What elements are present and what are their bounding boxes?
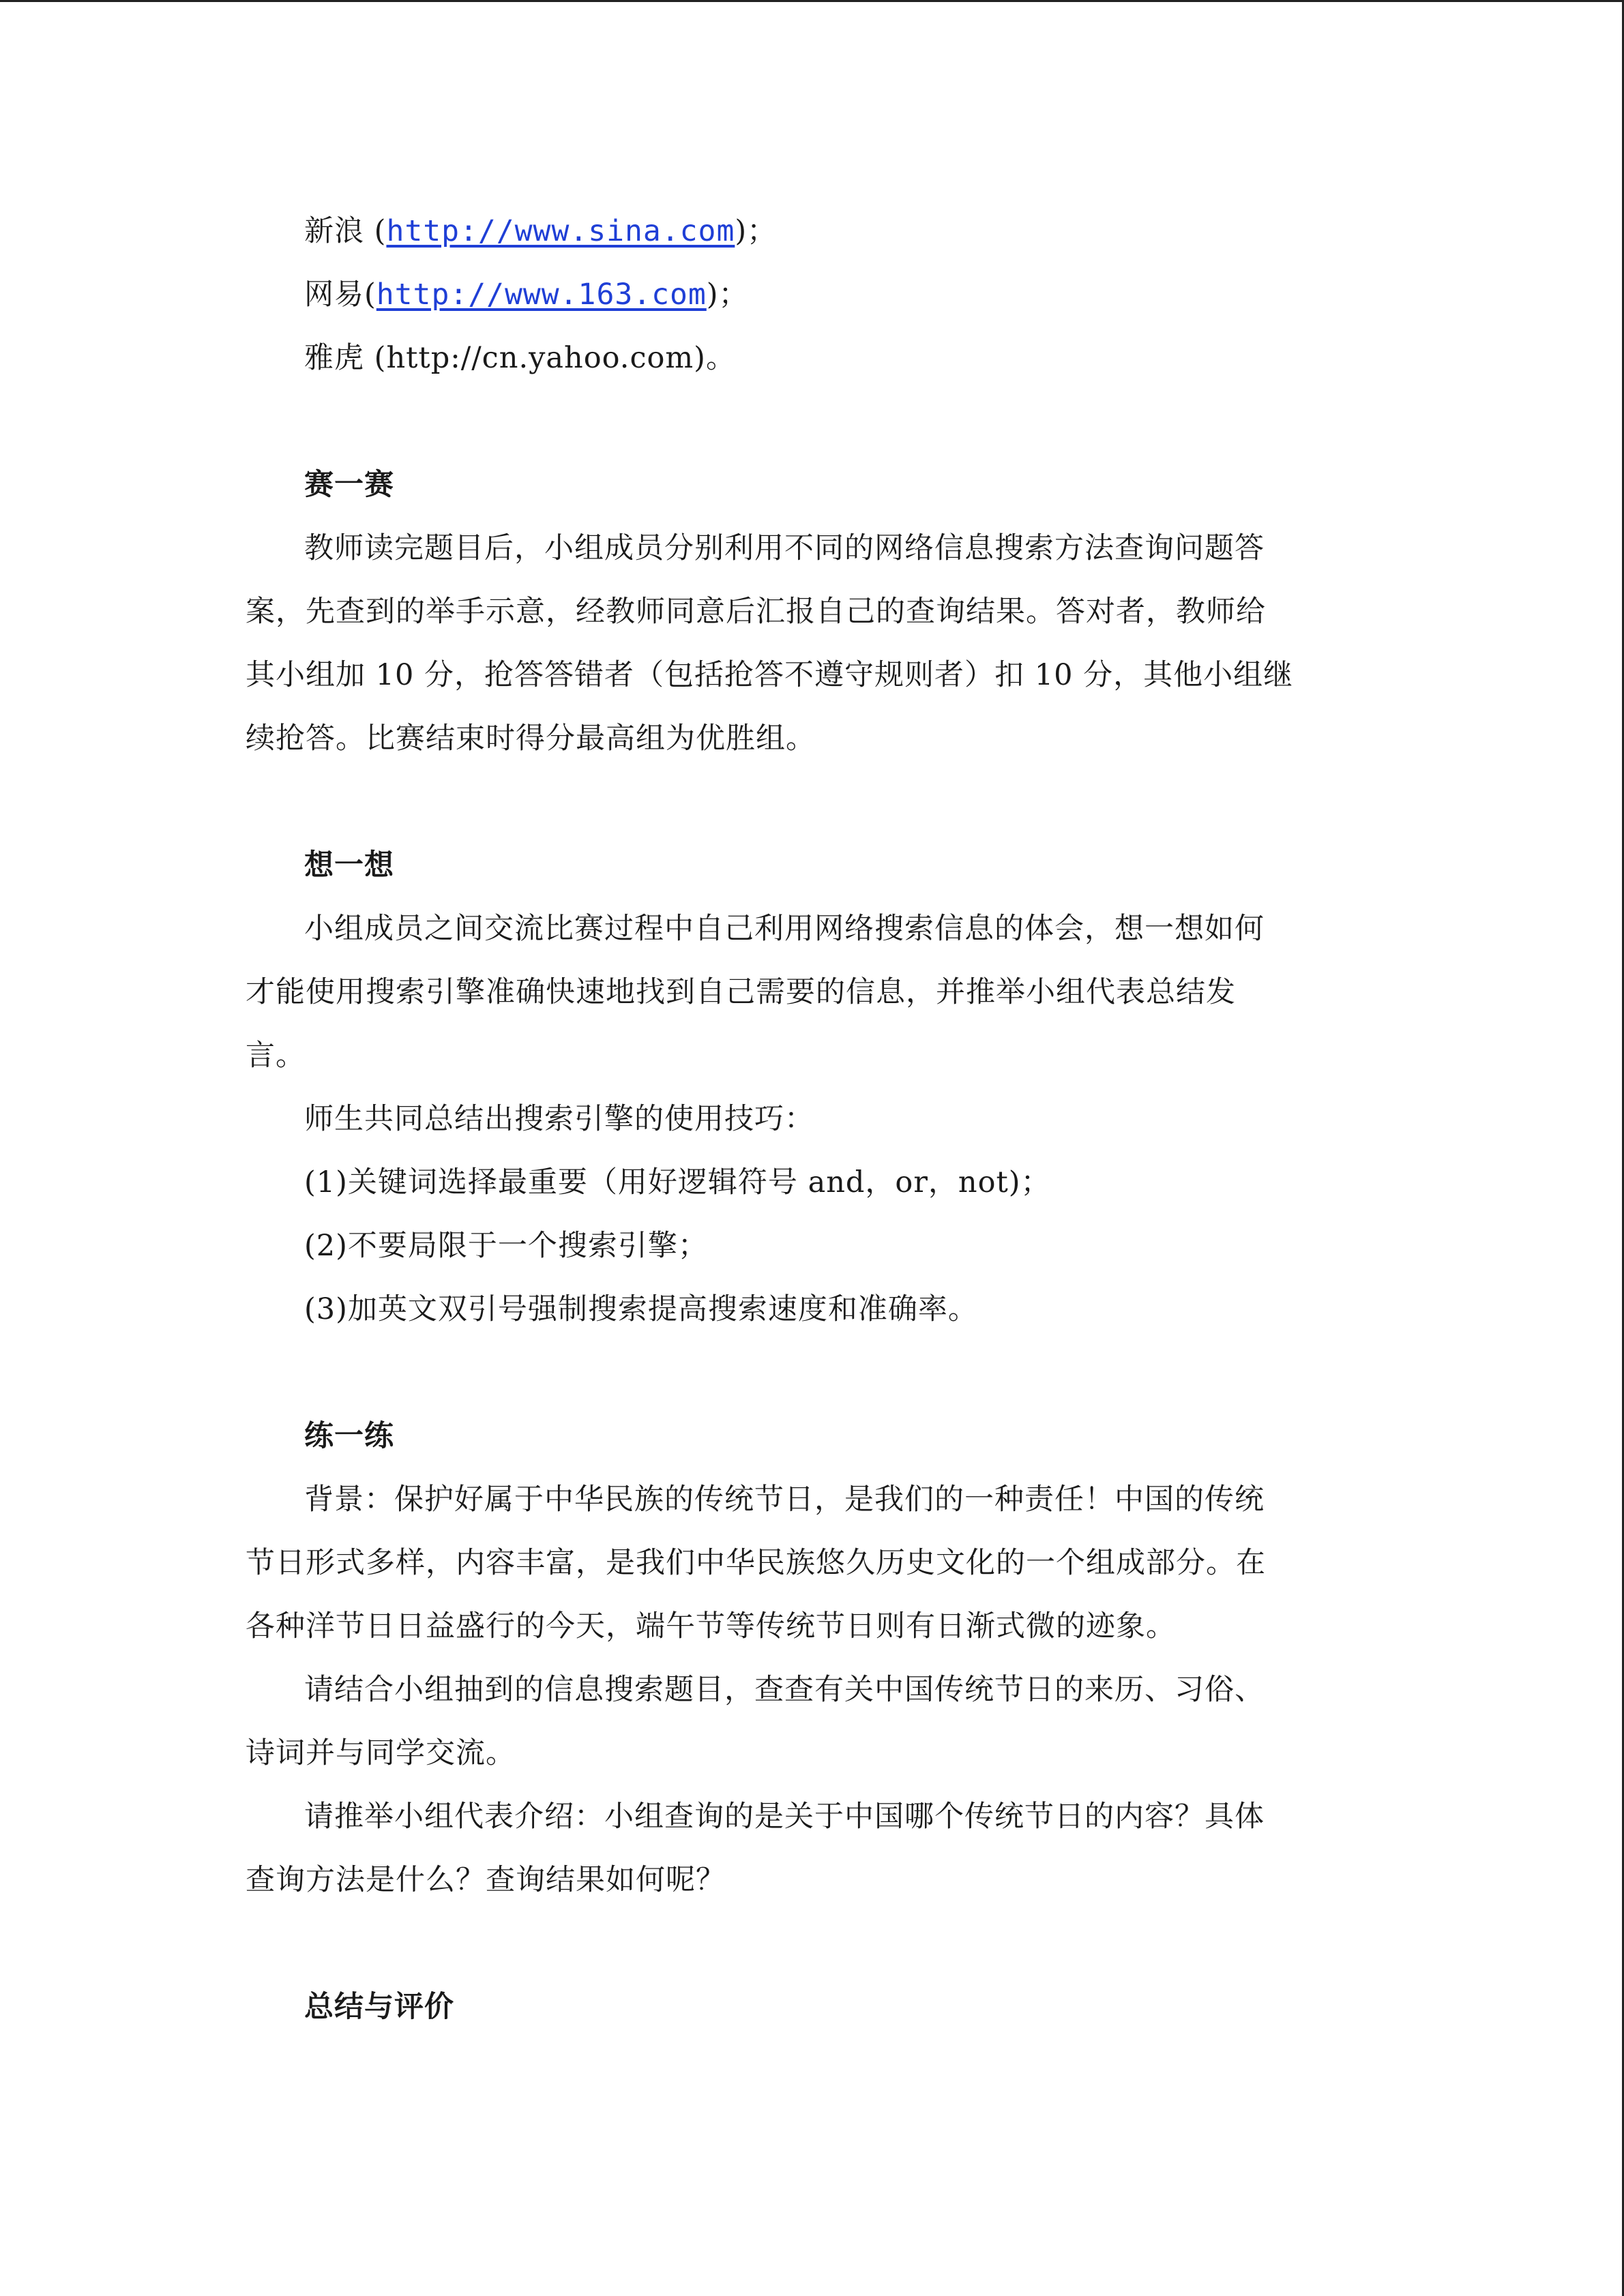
summary-intro: 师生共同总结出搜索引擎的使用技巧： [304,1102,814,1136]
link-suffix: )； [735,214,778,248]
paragraph-line: 小组成员之间交流比赛过程中自己利用网络搜索信息的体会，想一想如何 [304,912,1265,946]
sina-link[interactable]: http://www.sina.com [386,214,735,248]
paragraph-line: 续抢答。比赛结束时得分最高组为优胜组。 [246,721,816,756]
netease-link[interactable]: http://www.163.com [376,278,707,312]
paragraph-line: 各种洋节日日益盛行的今天，端午节等传统节日则有日渐式微的迹象。 [246,1609,1176,1643]
spacer [246,1341,1371,1405]
paragraph-line: 案，先查到的举手示意，经教师同意后汇报自己的查询结果。答对者，教师给 [246,595,1266,629]
section-heading-summary: 总结与评价 [304,1990,454,2024]
section-heading-think: 想一想 [304,848,394,882]
paragraph-line: 背景：保护好属于中华民族的传统节日，是我们的一种责任！中国的传统 [304,1482,1265,1517]
spacer [246,1912,1371,1976]
tip-item: (2)不要局限于一个搜索引擎； [304,1229,708,1263]
link-line-yahoo: 雅虎 (http://cn.yahoo.com)。 [304,341,736,375]
document-body [246,200,1371,2039]
tip-item: (1)关键词选择最重要（用好逻辑符号 and，or，not)； [304,1165,1051,1199]
tip-item: (3)加英文双引号强制搜索提高搜索速度和准确率。 [304,1292,978,1326]
link-suffix: )； [706,278,749,312]
section-heading-compete: 赛一赛 [304,468,394,502]
link-prefix: 新浪 ( [304,214,387,248]
paragraph-line: 才能使用搜索引擎准确快速地找到自己需要的信息，并推举小组代表总结发 [246,975,1236,1009]
paragraph-line: 言。 [246,1039,306,1073]
paragraph-line: 请推举小组代表介绍：小组查询的是关于中国哪个传统节日的内容？具体 [304,1800,1265,1834]
spacer [246,390,1371,453]
paragraph-line: 诗词并与同学交流。 [246,1736,516,1770]
paragraph-line: 节日形式多样，内容丰富，是我们中华民族悠久历史文化的一个组成部分。在 [246,1546,1266,1580]
paragraph-line: 教师读完题目后，小组成员分别利用不同的网络信息搜索方法查询问题答 [304,531,1265,565]
link-line-netease [246,263,1371,327]
paragraph-line: 其小组加 10 分，抢答答错者（包括抢答不遵守规则者）扣 10 分，其他小组继 [246,658,1294,692]
section-heading-practice: 练一练 [304,1419,394,1453]
paragraph-line: 查询方法是什么？查询结果如何呢？ [246,1863,726,1897]
link-prefix: 网易( [304,278,377,312]
paragraph-line: 请结合小组抽到的信息搜索题目，查查有关中国传统节日的来历、习俗、 [304,1673,1265,1707]
spacer [246,771,1371,834]
link-line-sina [246,200,1371,263]
